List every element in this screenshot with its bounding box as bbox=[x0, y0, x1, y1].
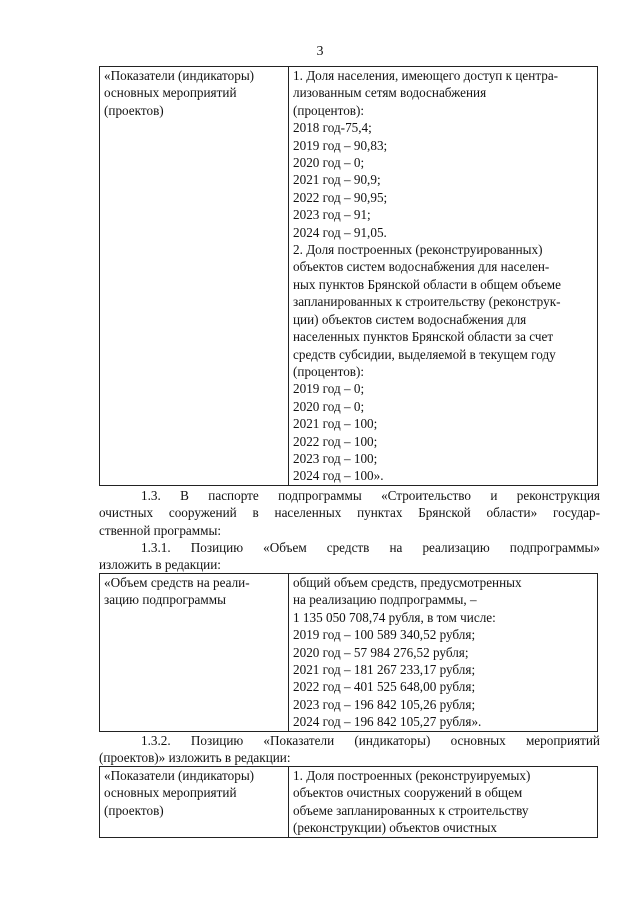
text-line: 2024 год – 91,05. bbox=[293, 224, 387, 240]
text-line: объеме запланированных к строительству bbox=[293, 802, 529, 818]
text-line: 2022 год – 401 525 648,00 рубля; bbox=[293, 679, 476, 695]
text-line: 1. Доля построенных (реконструируемых) bbox=[293, 768, 531, 783]
text-line: «Объем средств на реали- bbox=[104, 575, 250, 590]
text-line: (проектов)» изложить в редакции: bbox=[99, 750, 291, 766]
text-line: (процентов): bbox=[293, 363, 365, 379]
text-line: 2020 год – 0; bbox=[293, 398, 365, 414]
text-line: 1.3. В паспорте подпрограммы «Строительство и реконструкция bbox=[141, 488, 600, 503]
text-line: населенных пунктов Брянской области за счет bbox=[293, 329, 554, 345]
text-line: 2023 год – 100; bbox=[293, 450, 378, 466]
text-line: 1. Доля населения, имеющего доступ к центра- bbox=[293, 68, 559, 83]
funding-table bbox=[99, 573, 598, 732]
paragraph-1-3-2 bbox=[99, 732, 600, 767]
indicators-table-2 bbox=[99, 766, 598, 838]
text-line: 2019 год – 90,83; bbox=[293, 137, 388, 153]
text-line: на реализацию подпрограммы, – bbox=[293, 592, 477, 608]
text-line: 1 135 050 708,74 рубля, в том числе: bbox=[293, 609, 496, 625]
text-line: 2020 год – 57 984 276,52 рубля; bbox=[293, 644, 469, 660]
text-line: запланированных к строительству (реконструк- bbox=[293, 294, 561, 310]
text-line: 2024 год – 196 842 105,27 рубля». bbox=[293, 714, 482, 730]
text-line: лизованным сетям водоснабжения bbox=[293, 85, 487, 101]
text-line: 2024 год – 100». bbox=[293, 468, 384, 484]
indicators-table-2-label-cell bbox=[100, 767, 289, 838]
text-line: 2023 год – 196 842 105,26 рубля; bbox=[293, 696, 476, 712]
text-line: 2018 год-75,4; bbox=[293, 120, 372, 136]
text-line: (реконструкции) объектов очистных bbox=[293, 820, 497, 836]
text-line: очистных сооружений в населенных пунктах Брянской области» государ- bbox=[99, 505, 600, 521]
paragraph-1-3 bbox=[99, 487, 600, 539]
text-line: 2020 год – 0; bbox=[293, 155, 365, 171]
text-line: средств субсидии, выделяемой в текущем году bbox=[293, 346, 556, 362]
text-line: (процентов): bbox=[293, 102, 365, 118]
text-line: 2022 год – 90,95; bbox=[293, 189, 388, 205]
text-line: ных пунктов Брянской области в общем объеме bbox=[293, 276, 561, 292]
text-line: 2. Доля построенных (реконструированных) bbox=[293, 242, 543, 258]
text-line: 2019 год – 0; bbox=[293, 381, 365, 397]
text-line: 2019 год – 100 589 340,52 рубля; bbox=[293, 627, 476, 643]
funding-table-value-cell bbox=[289, 574, 598, 732]
text-line: 2021 год – 100; bbox=[293, 416, 378, 432]
text-line: (проектов) bbox=[104, 102, 164, 118]
page-number: 3 bbox=[316, 44, 324, 59]
text-line: ственной программы: bbox=[99, 522, 221, 538]
indicators-table-value-cell bbox=[289, 67, 598, 486]
indicators-table-2-value-cell bbox=[289, 767, 598, 838]
text-line: общий объем средств, предусмотренных bbox=[293, 575, 522, 590]
text-line: объектов систем водоснабжения для населен- bbox=[293, 259, 550, 275]
indicators-table bbox=[99, 66, 598, 486]
text-line: основных мероприятий bbox=[104, 785, 237, 801]
text-line: основных мероприятий bbox=[104, 85, 237, 101]
text-line: (проектов) bbox=[104, 802, 164, 818]
text-line: 2023 год – 91; bbox=[293, 207, 371, 223]
indicators-table-label-cell bbox=[100, 67, 289, 486]
text-line: «Показатели (индикаторы) bbox=[104, 768, 255, 783]
text-line: зацию подпрограммы bbox=[104, 592, 226, 608]
text-line: 2021 год – 181 267 233,17 рубля; bbox=[293, 662, 476, 678]
text-line: 1.3.1. Позицию «Объем средств на реализацию подпрограммы» bbox=[141, 540, 600, 555]
text-line: ции) объектов систем водоснабжения для bbox=[293, 311, 527, 327]
text-line: 2022 год – 100; bbox=[293, 433, 378, 449]
text-line: 2021 год – 90,9; bbox=[293, 172, 381, 188]
text-line: «Показатели (индикаторы) bbox=[104, 68, 255, 83]
funding-table-label-cell bbox=[100, 574, 289, 732]
paragraph-1-3-1 bbox=[99, 539, 600, 574]
text-line: изложить в редакции: bbox=[99, 557, 221, 573]
text-line: объектов очистных сооружений в общем bbox=[293, 785, 523, 801]
text-line: 1.3.2. Позицию «Показатели (индикаторы) основных мероприятий bbox=[141, 733, 600, 748]
